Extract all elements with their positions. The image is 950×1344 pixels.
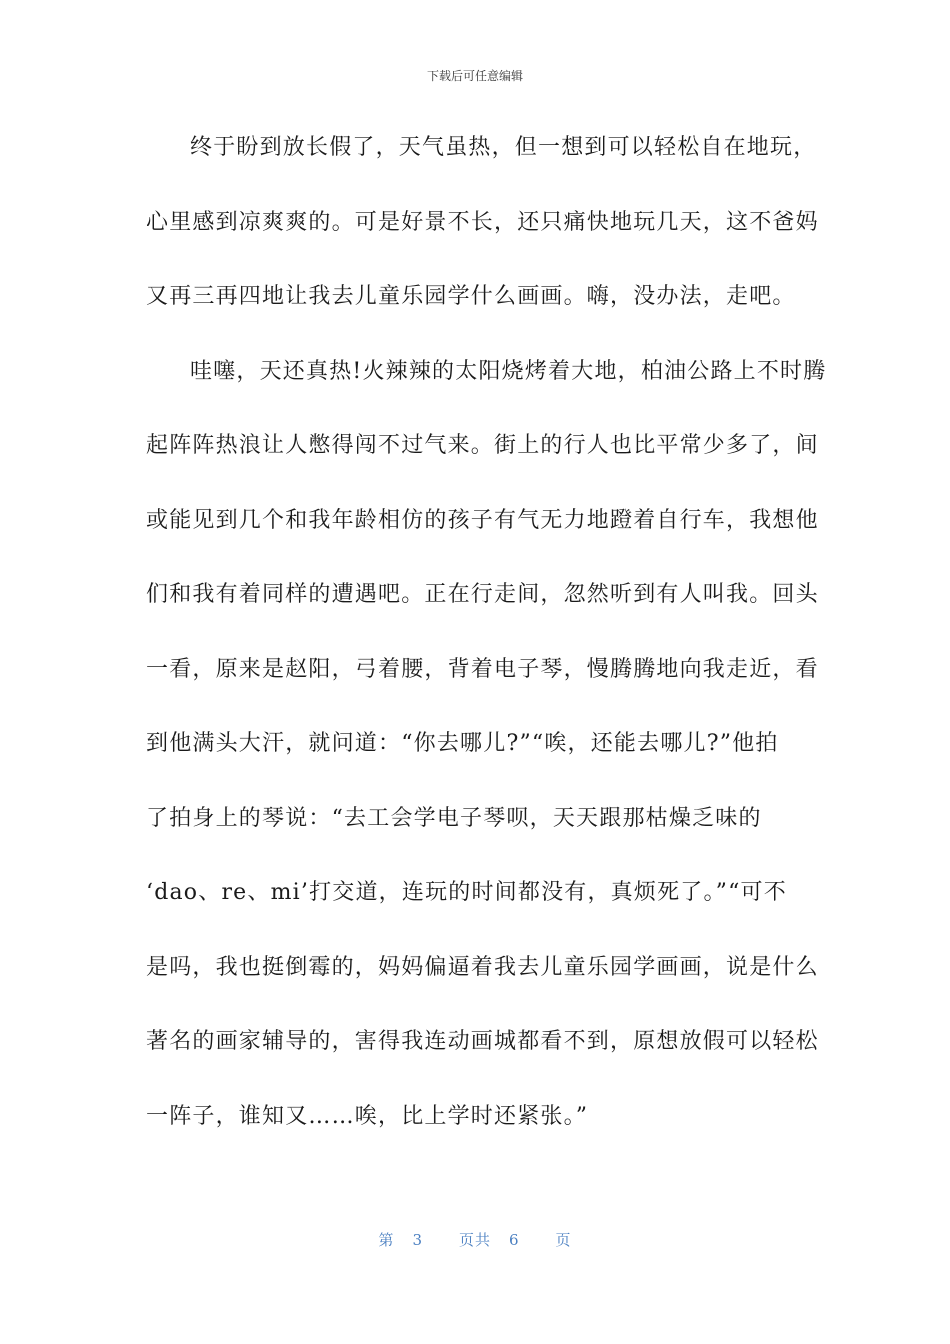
footer-di: 第 <box>378 1231 395 1249</box>
text-line: ‘dao、re、mi’打交道，连玩的时间都没有，真烦死了。”“可不 <box>146 880 787 905</box>
header-note: 下载后可任意编辑 <box>426 69 523 83</box>
text-line: 哇噻，天还真热!火辣辣的太阳烧烤着大地，柏油公路上不时腾 <box>190 358 827 384</box>
text-line: 是吗，我也挺倒霉的，妈妈偏逼着我去儿童乐园学画画，说是什么 <box>146 954 819 980</box>
text-line: 起阵阵热浪让人憋得闯不过气来。街上的行人也比平常少多了，间 <box>146 433 819 458</box>
text-line: 到他满头大汗，就问道：“你去哪儿?”“唉，还能去哪儿?”他拍 <box>146 731 779 756</box>
page-footer <box>0 1229 950 1250</box>
text-line: 一阵子，谁知又……唉，比上学时还紧张。” <box>146 1103 589 1129</box>
text-line: 们和我有着同样的遭遇吧。正在行走间，忽然听到有人叫我。回头 <box>146 582 819 607</box>
text-line: 一看，原来是赵阳，弓着腰，背着电子琴，慢腾腾地向我走近，看 <box>146 656 819 682</box>
text-line: 著名的画家辅导的，害得我连动画城都看不到，原想放假可以轻松 <box>146 1029 819 1054</box>
text-line: 心里感到凉爽爽的。可是好景不长，还只痛快地玩几天，这不爸妈 <box>146 209 819 235</box>
footer-current-page: 3 <box>412 1231 423 1249</box>
text-line: 或能见到几个和我年龄相仿的孩子有气无力地蹬着自行车，我想他 <box>146 507 819 533</box>
body-text <box>146 128 827 1171</box>
footer-ye-gong: 页共 <box>458 1231 491 1249</box>
footer-total-pages: 6 <box>509 1231 520 1249</box>
footer-ye: 页 <box>555 1231 572 1249</box>
text-line: 了拍身上的琴说：“去工会学电子琴呗，天天跟那枯燥乏味的 <box>146 805 762 831</box>
text-line: 终于盼到放长假了，天气虽热，但一想到可以轻松自在地玩， <box>190 135 817 160</box>
text-line: 又再三再四地让我去儿童乐园学什么画画。嗨，没办法，走吧。 <box>146 284 796 309</box>
